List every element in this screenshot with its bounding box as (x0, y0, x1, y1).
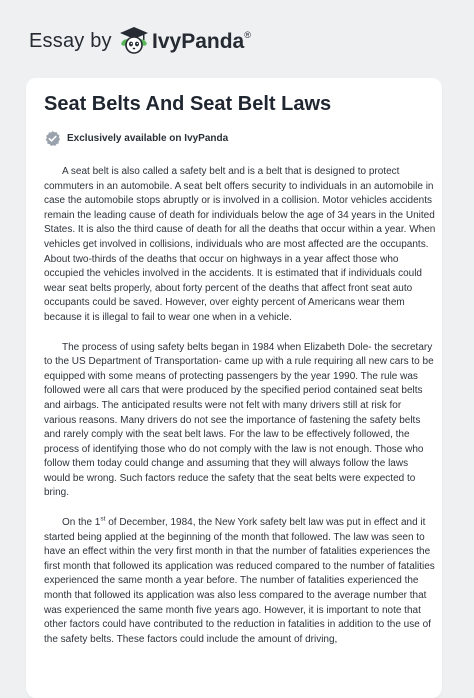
exclusive-badge-text: Exclusively available on IvyPanda (67, 132, 229, 144)
page-title: Seat Belts And Seat Belt Laws (44, 93, 332, 115)
check-circle-icon (44, 130, 61, 147)
registered-mark: ® (244, 30, 251, 40)
panda-graduation-cap-icon[interactable] (117, 24, 151, 58)
site-header (0, 0, 474, 78)
paragraph-3: On the 1st of December, 1984, the New York safety belt law was put in effect and it started being applied at the beginning of the month that followed. The law was seen to have an effect within the very first month in that the number of fatalities experiences the first month that followed its application was reduced compared to the number of fatalities experienced the same month a year before. The number of fatalities experienced the month that followed its application was also less compared to the average number that was experienced the same month five years ago. However, it is important to note that other factors could have contributed to the reduction in fatalities in addition to the use of the safety belts. These factors could include the amount of driving, (44, 515, 435, 645)
exclusive-badge (44, 129, 228, 147)
essay-by-label: Essay by (29, 30, 112, 52)
essay-body (44, 165, 436, 662)
paragraph-2: The process of using safety belts began in 1984 when Elizabeth Dole- the secretary to the US Department of Transportation- came up with a rule requiring all new cars to be equipped with some means of protecting passengers by the year 1990. The rule was followed were all cars that were produced by the specified period contained seat belts and airbags. The anticipated results were not felt with many drivers still at risk for various reasons. Many drivers do not see the importance of fastening the safety belts and rarely comply with the seat belt laws. For the law to be effectively followed, the process of identifying those who do not comply with the law is not enough. Those who follow them today could change and assuming that they will always follow the laws would be wrong. Such factors reduce the safety that the seat belts were expected to bring. (44, 341, 434, 499)
paragraph-1: A seat belt is also called a safety belt and is a belt that is designed to protect commuters in an automobile. A seat belt offers security to individuals in an automobile in case the automobile stops abruptly or is involved in a collision. Motor vehicles accidents remain the leading cause of death for individuals below the age of 34 years in the United States. It is also the third cause of death for all the deaths that occur within a year. When vehicles get involved in collisions, individuals who are most affected are the occupants. About two-thirds of the deaths that occur on highways in a year affect those who occupied the vehicles involved in the accidents. It is estimated that if individuals could wear seat belts properly, about forty percent of the deaths that affect front seat auto occupants could be saved. However, over eighty percent of Americans wear them because it is illegal to fail to wear one when in a vehicle. (44, 166, 436, 323)
brand-name[interactable]: IvyPanda® (152, 30, 251, 53)
